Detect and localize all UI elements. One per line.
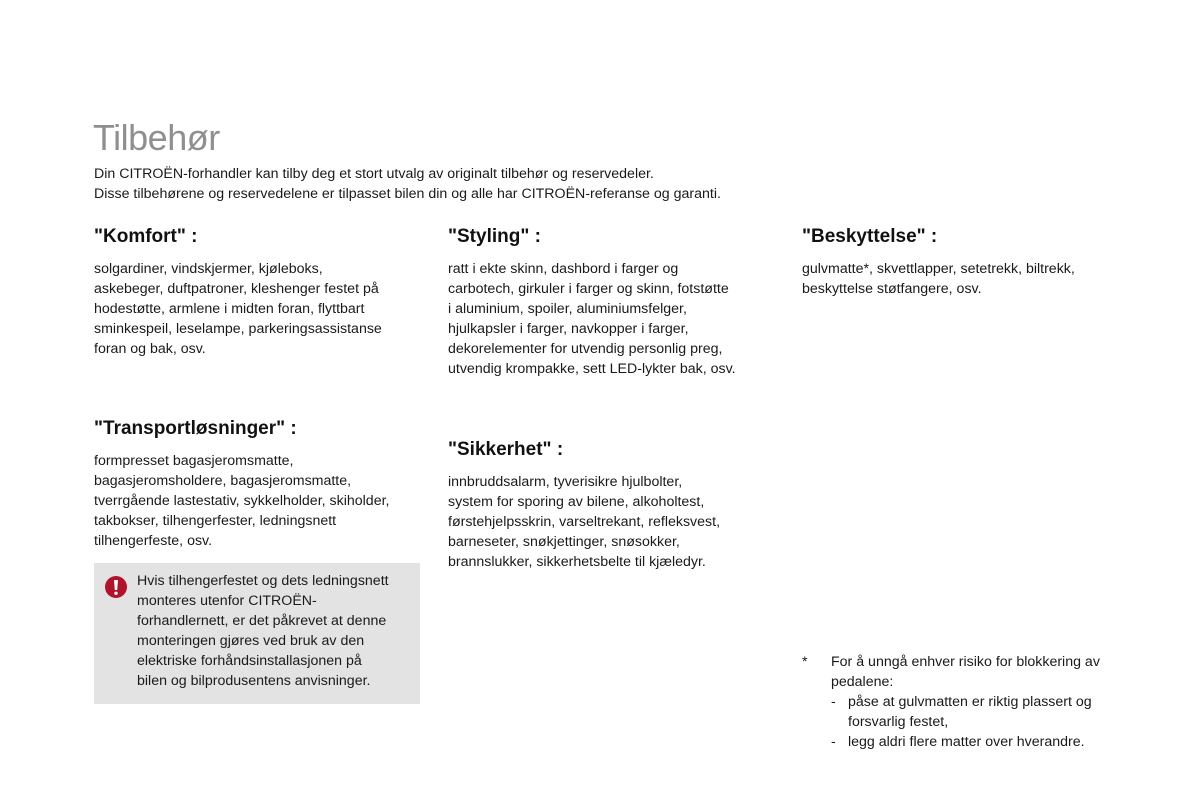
warning-line: Hvis tilhengerfestet og dets ledningsnett [137,573,389,589]
section-heading: "Komfort" : [94,226,198,247]
section-styling [448,225,788,379]
footnote-main [802,652,1100,692]
section-body [94,451,434,551]
body-line: utvendig krompakke, sett LED-lykter bak, osv. [448,361,736,377]
footnote-marker: * [802,654,808,670]
footnote-item [802,692,1100,712]
warning-line: bilen og bilprodusentens anvisninger. [137,673,371,689]
body-line: barneseter, snøkjettinger, snøsokker, [448,534,680,550]
body-line: askebeger, duftpatroner, kleshenger festet på [94,281,379,297]
footnote [802,652,1100,752]
body-line: foran og bak, osv. [94,341,206,357]
body-line: formpresset bagasjeromsmatte, [94,453,294,469]
body-line: carbotech, girkuler i farger og skinn, fotstøtte [448,281,729,297]
warning-line: forhandlernett, er det påkrevet at denne [137,613,387,629]
body-line: takbokser, tilhengerfester, ledningsnett [94,513,337,529]
body-line: dekorelementer for utvendig personlig preg, [448,341,723,357]
body-line: i aluminium, spoiler, aluminiumsfelger, [448,301,687,317]
warning-line: monteringen gjøres ved bruk av den [137,633,365,649]
body-line: bagasjeromsholdere, bagasjeromsmatte, [94,473,352,489]
body-line: tilhengerfeste, osv. [94,533,213,549]
section-body [94,259,434,359]
body-line: tverrgående lastestativ, sykkelholder, skiholder, [94,493,390,509]
intro-line: Disse tilbehørene og reservedelene er tilpasset bilen din og alle har CITROËN-referanse og garanti. [94,186,721,202]
page-title: Tilbehør [93,117,220,158]
footnote-dash: - [831,734,836,750]
intro-line: Din CITROËN-forhandler kan tilby deg et stort utvalg av originalt tilbehør og reservedeler. [94,166,654,182]
section-transport [94,417,434,551]
footnote-item [802,732,1100,752]
footnote-dash: - [831,694,836,710]
section-heading: "Transportløsninger" : [94,418,297,439]
intro-text [94,164,721,204]
section-body [448,472,788,572]
warning-exclamation-icon [105,576,127,598]
body-line: solgardiner, vindskjermer, kjøleboks, [94,261,323,277]
section-sikkerhet [448,438,788,572]
warning-line: elektriske forhåndsinstallasjonen på [137,653,362,669]
section-body [802,259,1142,299]
body-line: førstehjelpsskrin, varseltrekant, refleksvest, [448,514,721,530]
section-beskyttelse [802,225,1142,299]
body-line: hjulkapsler i farger, navkopper i farger, [448,321,689,337]
warning-line: monteres utenfor CITROËN- [137,593,317,609]
body-line: innbruddsalarm, tyverisikre hjulbolter, [448,474,683,490]
footnote-item-line: forsvarlig festet, [848,714,949,730]
section-heading: "Sikkerhet" : [448,439,564,460]
body-line: system for sporing av bilene, alkoholtest, [448,494,705,510]
body-line: gulvmatte*, skvettlapper, setetrekk, biltrekk, [802,261,1075,277]
body-line: beskyttelse støtfangere, osv. [802,281,982,297]
warning-box [94,563,420,704]
section-body [448,259,788,379]
body-line: sminkespeil, leselampe, parkeringsassistanse [94,321,382,337]
body-line: brannslukker, sikkerhetsbelte til kjæledyr. [448,554,706,570]
footnote-item-line: påse at gulvmatten er riktig plassert og [848,694,1092,710]
footnote-line: For å unngå enhver risiko for blokkering av [831,654,1100,670]
section-heading: "Beskyttelse" : [802,226,938,247]
body-line: ratt i ekte skinn, dashbord i farger og [448,261,679,277]
section-komfort [94,225,434,359]
body-line: hodestøtte, armlene i midten foran, flyttbart [94,301,365,317]
section-heading: "Styling" : [448,226,541,247]
footnote-line: pedalene: [831,674,894,690]
footnote-item-line: legg aldri flere matter over hverandre. [848,734,1085,750]
